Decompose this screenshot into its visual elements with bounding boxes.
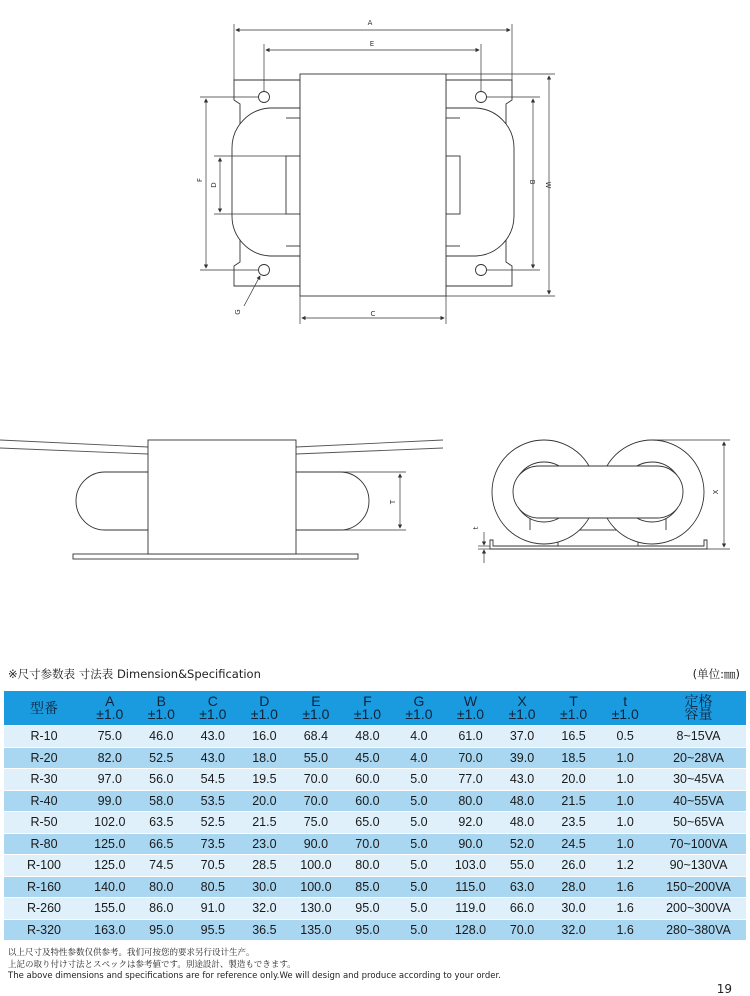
table-cell: 28.0 — [548, 877, 600, 898]
dim-label-x: X — [712, 489, 720, 495]
table-cell: 102.0 — [84, 812, 136, 833]
note-english: The above dimensions and specifications are for reference only.We will design and produce according to your order. — [8, 971, 501, 981]
table-cell: R-40 — [4, 791, 84, 812]
table-row — [4, 834, 746, 855]
unit-label: (单位:㎜) — [692, 667, 740, 681]
spec-table — [4, 690, 746, 941]
table-cell: 63.5 — [136, 812, 188, 833]
table-cell: 92.0 — [445, 812, 497, 833]
table-cell: 65.0 — [342, 812, 394, 833]
table-cell: 90.0 — [290, 834, 342, 855]
table-cell: 80.5 — [187, 877, 239, 898]
table-cell: 45.0 — [342, 748, 394, 769]
dim-label-e: E — [369, 40, 375, 48]
table-cell: 39.0 — [496, 748, 548, 769]
table-cell: 103.0 — [445, 855, 497, 876]
dim-label-f: F — [196, 177, 204, 183]
table-cell: 60.0 — [342, 769, 394, 790]
table-header-row — [4, 691, 746, 725]
table-cell: 280~380VA — [651, 920, 746, 941]
side-view — [490, 440, 707, 549]
table-cell: 18.0 — [239, 748, 291, 769]
table-cell: 70.0 — [290, 769, 342, 790]
table-cell: 40~55VA — [651, 791, 746, 812]
table-cell: 74.5 — [136, 855, 188, 876]
table-cell: 1.0 — [599, 834, 651, 855]
table-cell: 80.0 — [342, 855, 394, 876]
table-cell: 43.0 — [496, 769, 548, 790]
table-cell: 50~65VA — [651, 812, 746, 833]
col-header-w: W ±1.0 — [445, 691, 497, 725]
table-cell: 77.0 — [445, 769, 497, 790]
table-cell: R-10 — [4, 726, 84, 747]
dim-label-g: G — [234, 309, 242, 315]
table-cell: 58.0 — [136, 791, 188, 812]
table-cell: R-320 — [4, 920, 84, 941]
table-cell: 16.0 — [239, 726, 291, 747]
table-cell: 70~100VA — [651, 834, 746, 855]
table-cell: 24.5 — [548, 834, 600, 855]
table-cell: 1.0 — [599, 769, 651, 790]
table-cell: 52.5 — [187, 812, 239, 833]
table-cell: 70.0 — [290, 791, 342, 812]
col-header-x: X ±1.0 — [496, 691, 548, 725]
table-cell: 85.0 — [342, 877, 394, 898]
table-cell: 68.4 — [290, 726, 342, 747]
section-title: ※尺寸参数表 寸法表 Dimension&Specification — [8, 667, 261, 681]
col-header-d: D ±1.0 — [239, 691, 291, 725]
table-cell: 99.0 — [84, 791, 136, 812]
table-cell: 63.0 — [496, 877, 548, 898]
table-cell: 60.0 — [342, 791, 394, 812]
table-cell: 1.2 — [599, 855, 651, 876]
table-cell: 30.0 — [239, 877, 291, 898]
table-row — [4, 769, 746, 790]
note-chinese: 以上尺寸及特性参数仅供参考。我们可按您的要求另行设计生产。 — [8, 948, 255, 958]
table-cell: 1.6 — [599, 877, 651, 898]
table-cell: 5.0 — [393, 855, 445, 876]
table-cell: 73.5 — [187, 834, 239, 855]
table-row — [4, 898, 746, 919]
table-cell: 43.0 — [187, 726, 239, 747]
table-cell: 32.0 — [239, 898, 291, 919]
col-header-t-lower: t ±1.0 — [599, 691, 651, 725]
table-cell: 8~15VA — [651, 726, 746, 747]
dim-label-b: B — [528, 179, 536, 185]
table-row — [4, 791, 746, 812]
table-cell: 5.0 — [393, 920, 445, 941]
table-cell: 100.0 — [290, 855, 342, 876]
table-cell: 4.0 — [393, 748, 445, 769]
col-header-c: C ±1.0 — [187, 691, 239, 725]
table-cell: 53.5 — [187, 791, 239, 812]
table-cell: 163.0 — [84, 920, 136, 941]
table-cell: 1.6 — [599, 898, 651, 919]
table-row — [4, 812, 746, 833]
table-cell: 19.5 — [239, 769, 291, 790]
table-cell: 5.0 — [393, 877, 445, 898]
table-body — [4, 726, 746, 940]
table-cell: 97.0 — [84, 769, 136, 790]
col-header-b: B ±1.0 — [136, 691, 188, 725]
table-cell: 0.5 — [599, 726, 651, 747]
table-cell: 28.5 — [239, 855, 291, 876]
table-cell: 70.0 — [445, 748, 497, 769]
table-cell: 95.0 — [136, 920, 188, 941]
table-cell: 1.0 — [599, 748, 651, 769]
dim-label-c: C — [370, 310, 376, 318]
col-header-model: 型番 — [4, 691, 84, 725]
table-cell: 23.5 — [548, 812, 600, 833]
table-cell: 5.0 — [393, 898, 445, 919]
table-cell: 91.0 — [187, 898, 239, 919]
col-header-a: A ±1.0 — [84, 691, 136, 725]
dim-label-t-upper: T — [389, 499, 397, 505]
table-cell: 125.0 — [84, 855, 136, 876]
table-cell: 82.0 — [84, 748, 136, 769]
table-cell: 26.0 — [548, 855, 600, 876]
table-cell: 80.0 — [445, 791, 497, 812]
table-cell: 20~28VA — [651, 748, 746, 769]
footnotes — [8, 948, 501, 983]
table-cell: 48.0 — [496, 812, 548, 833]
table-cell: 95.5 — [187, 920, 239, 941]
table-cell: 128.0 — [445, 920, 497, 941]
table-cell: 52.0 — [496, 834, 548, 855]
table-cell: 66.5 — [136, 834, 188, 855]
table-cell: 54.5 — [187, 769, 239, 790]
table-cell: R-100 — [4, 855, 84, 876]
table-cell: 70.5 — [187, 855, 239, 876]
table-cell: 125.0 — [84, 834, 136, 855]
table-cell: 130.0 — [290, 898, 342, 919]
table-cell: 36.5 — [239, 920, 291, 941]
col-header-f: F ±1.0 — [342, 691, 394, 725]
dim-label-w: W — [544, 181, 552, 189]
table-cell: 16.5 — [548, 726, 600, 747]
table-cell: 5.0 — [393, 769, 445, 790]
table-cell: 75.0 — [84, 726, 136, 747]
note-japanese: 上記の取り付け寸法とスペックは参考値です。別途設計、製造もできます。 — [8, 959, 296, 970]
table-cell: 56.0 — [136, 769, 188, 790]
table-cell: 86.0 — [136, 898, 188, 919]
table-cell: 140.0 — [84, 877, 136, 898]
table-cell: 95.0 — [342, 920, 394, 941]
col-header-e: E ±1.0 — [290, 691, 342, 725]
table-cell: 46.0 — [136, 726, 188, 747]
dim-label-t-lower: t — [472, 526, 480, 530]
table-cell: 30.0 — [548, 898, 600, 919]
top-view — [232, 74, 514, 296]
table-cell: R-160 — [4, 877, 84, 898]
table-cell: R-20 — [4, 748, 84, 769]
table-cell: 80.0 — [136, 877, 188, 898]
table-row — [4, 877, 746, 898]
table-cell: 61.0 — [445, 726, 497, 747]
table-cell: 48.0 — [342, 726, 394, 747]
table-cell: 5.0 — [393, 812, 445, 833]
table-cell: 1.6 — [599, 920, 651, 941]
dim-label-d: D — [210, 182, 218, 188]
table-cell: 95.0 — [342, 898, 394, 919]
table-cell: 43.0 — [187, 748, 239, 769]
table-row — [4, 855, 746, 876]
table-cell: 150~200VA — [651, 877, 746, 898]
table-cell: R-260 — [4, 898, 84, 919]
table-cell: 90.0 — [445, 834, 497, 855]
table-row — [4, 726, 746, 747]
table-cell: 135.0 — [290, 920, 342, 941]
front-view — [0, 440, 443, 559]
table-cell: 70.0 — [342, 834, 394, 855]
table-cell: 66.0 — [496, 898, 548, 919]
table-cell: 37.0 — [496, 726, 548, 747]
col-header-rating: 定格 容量 — [651, 691, 746, 725]
table-cell: 52.5 — [136, 748, 188, 769]
table-cell: 55.0 — [290, 748, 342, 769]
table-cell: 119.0 — [445, 898, 497, 919]
table-row — [4, 748, 746, 769]
table-cell: R-30 — [4, 769, 84, 790]
table-cell: 100.0 — [290, 877, 342, 898]
table-cell: 4.0 — [393, 726, 445, 747]
table-cell: 18.5 — [548, 748, 600, 769]
page-number: 19 — [716, 982, 732, 996]
table-cell: 23.0 — [239, 834, 291, 855]
table-cell: 115.0 — [445, 877, 497, 898]
table-cell: 75.0 — [290, 812, 342, 833]
dim-label-a: A — [367, 19, 373, 27]
table-cell: 30~45VA — [651, 769, 746, 790]
table-cell: 21.5 — [548, 791, 600, 812]
table-cell: 55.0 — [496, 855, 548, 876]
table-cell: 5.0 — [393, 791, 445, 812]
table-cell: 20.0 — [239, 791, 291, 812]
table-cell: 48.0 — [496, 791, 548, 812]
table-row — [4, 920, 746, 941]
table-cell: 21.5 — [239, 812, 291, 833]
col-header-t-upper: T ±1.0 — [548, 691, 600, 725]
table-cell: R-50 — [4, 812, 84, 833]
table-cell: 20.0 — [548, 769, 600, 790]
table-cell: 1.0 — [599, 812, 651, 833]
table-cell: 200~300VA — [651, 898, 746, 919]
table-cell: 90~130VA — [651, 855, 746, 876]
table-cell: R-80 — [4, 834, 84, 855]
table-cell: 5.0 — [393, 834, 445, 855]
table-cell: 70.0 — [496, 920, 548, 941]
table-cell: 1.0 — [599, 791, 651, 812]
table-cell: 155.0 — [84, 898, 136, 919]
col-header-g: G ±1.0 — [393, 691, 445, 725]
table-cell: 32.0 — [548, 920, 600, 941]
